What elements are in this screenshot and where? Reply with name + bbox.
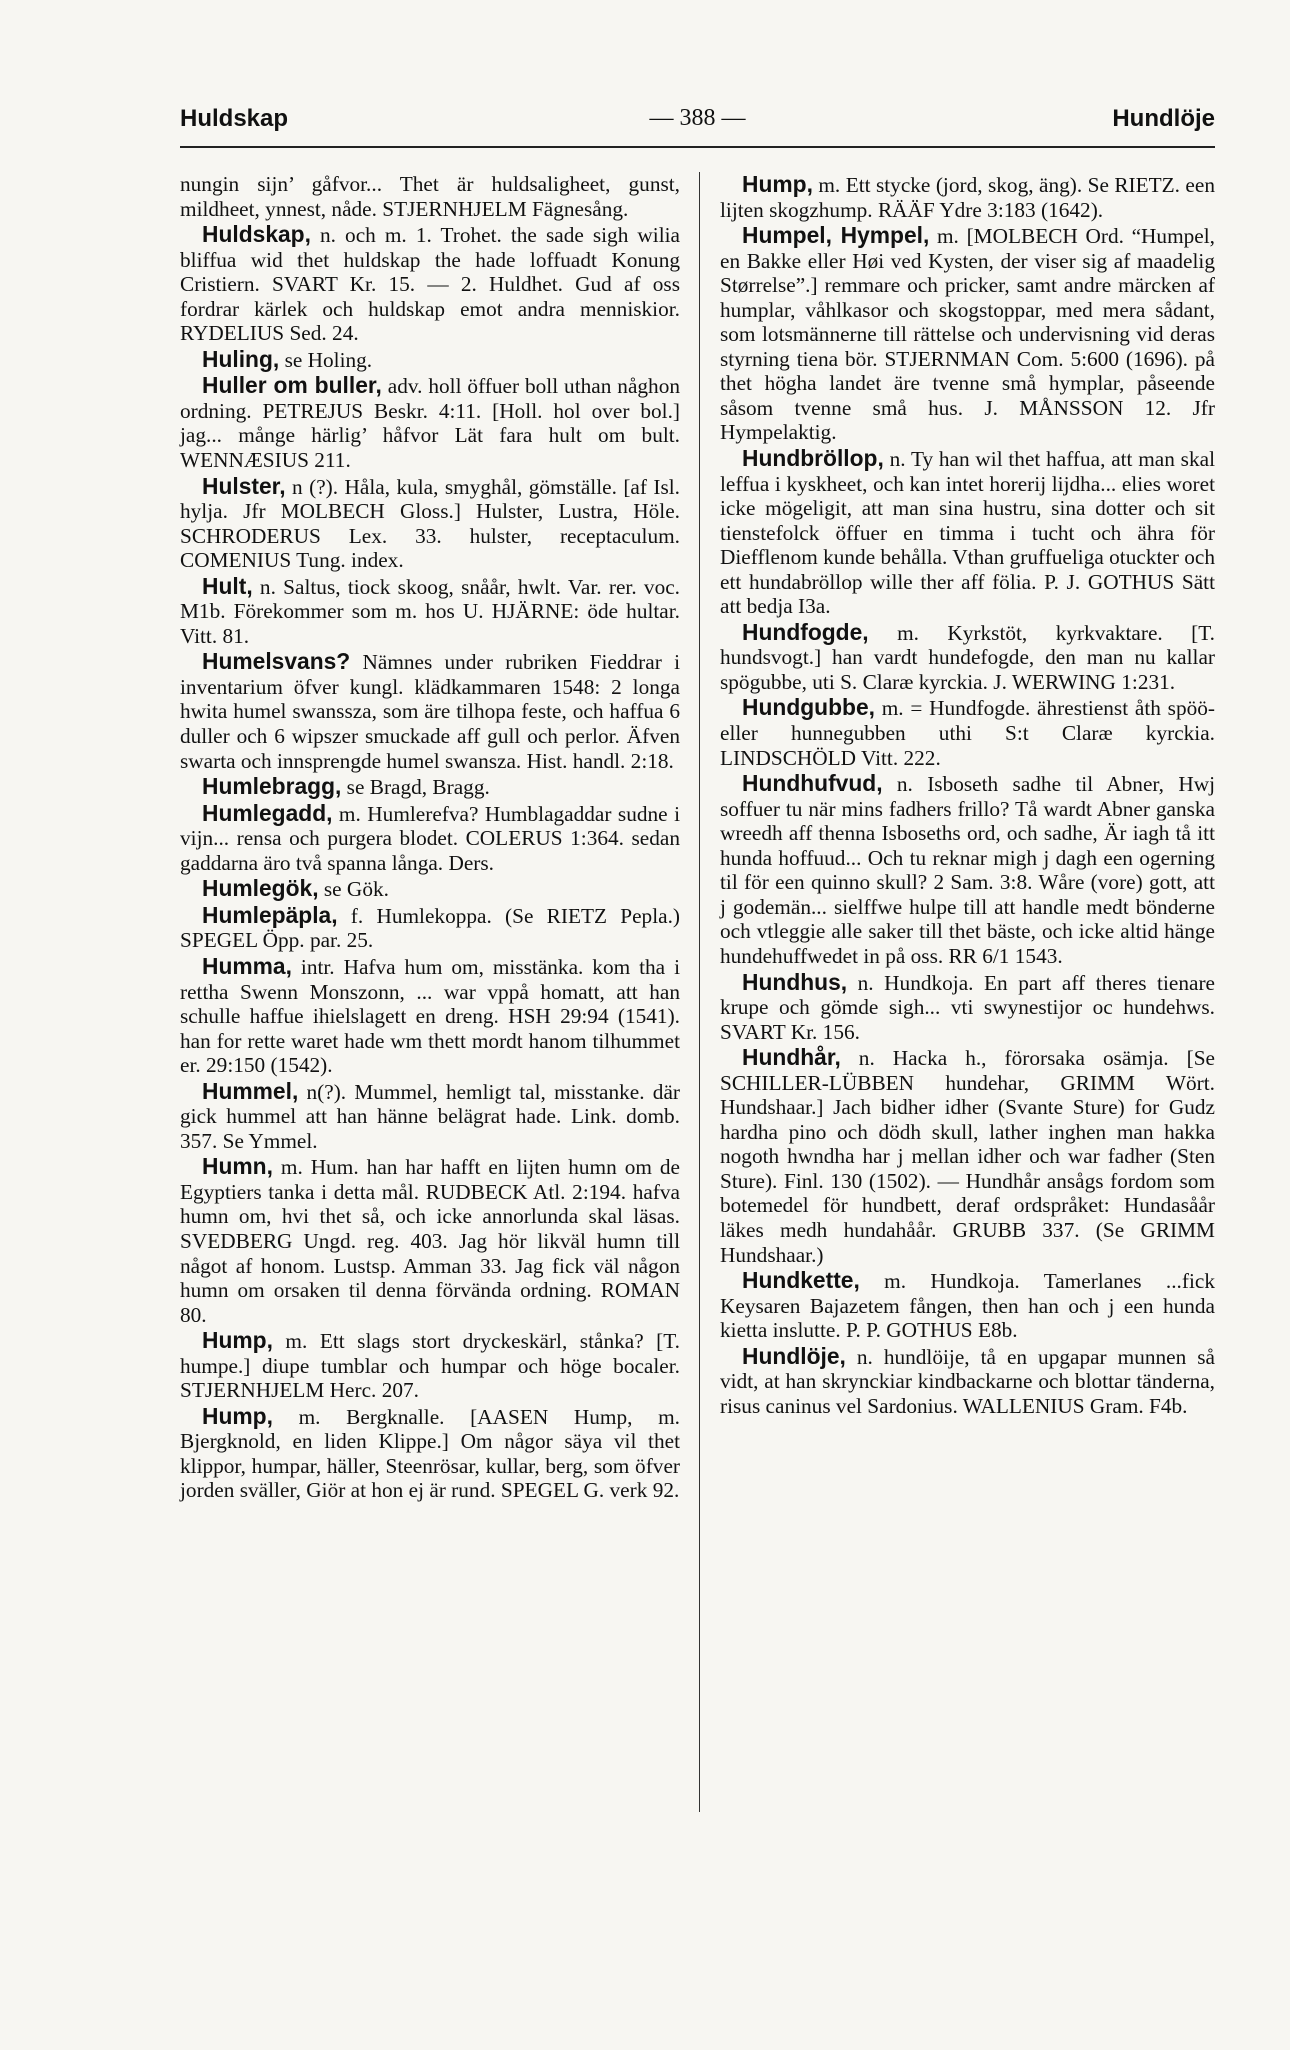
entry-definition: m. Hundkoja. Tamerlanes ...fick Keysaren Bajazetem fången, then han och j een hunda kietta inslutte. P. P. GOTHUS E8b. bbox=[720, 1269, 1215, 1343]
entry-headword: Humma, bbox=[202, 952, 292, 979]
dictionary-entry bbox=[180, 373, 680, 472]
entry-headword: Huling, bbox=[202, 345, 280, 372]
dictionary-entry bbox=[180, 649, 680, 773]
entry-definition: n. Hundkoja. En part aff theres tienare krupe och gömde sigh... vti swynestijor oc hundehws. SVART Kr. 156. bbox=[720, 970, 1215, 1044]
entry-definition: n. Ty han wil thet haffua, att man skal leffua i kyskheet, och kan intet horerij lijdha... elies woret icke mögeligit, att man sina hustru, sina dotter och sit tienstefolck öffuer en timma i tucht och ähra för Diefflenom kunde behålla. Vthan gruffueliga otuckter och ett hundabröllop wille ther aff fölia. P. J. GOTHUS Sätt att bedja I3a. bbox=[720, 447, 1215, 619]
dictionary-entry bbox=[180, 222, 680, 346]
entry-headword: Hult, bbox=[202, 572, 253, 599]
header-right-keyword: Hundlöje bbox=[1112, 105, 1215, 132]
dictionary-entry bbox=[180, 774, 680, 800]
dictionary-entry bbox=[720, 1344, 1215, 1419]
dictionary-entry bbox=[720, 970, 1215, 1045]
dictionary-entry bbox=[180, 876, 680, 902]
dictionary-entry bbox=[720, 446, 1215, 619]
entry-definition: f. Humlekoppa. (Se RIETZ Pepla.) SPEGEL Öpp. par. 25. bbox=[180, 903, 680, 953]
dictionary-entry bbox=[180, 1154, 680, 1327]
entry-definition: n. Hacka h., förorsaka osämja. [Se SCHILLER-LÜBBEN hundehar, GRIMM Wört. Hundshaar.] Jach bidher idher (Svante Sture) for Gudz hardha pino och dödh skull, lather inghen man hakka nogoth hwndha har j mellan idher och war fadher (Sten Sture). Finl. 130 (1502). — Hundhår ansågs fordom som botemedel för hundbett, deraf ordspråket: Hundasåår läkes medh hundahåår. GRUBB 337. (Se GRIMM Hundshaar.) bbox=[720, 1046, 1215, 1267]
entry-definition: n (?). Håla, kula, smyghål, gömställe. [af Isl. hylja. Jfr MOLBECH Gloss.] Hulster, Lustra, Höle. SCHRODERUS Lex. 33. hulster, receptaculum. COMENIUS Tung. index. bbox=[180, 474, 680, 573]
left-column bbox=[180, 172, 680, 1504]
entry-headword: Hundlöje, bbox=[742, 1342, 846, 1369]
entry-headword: Huller om buller, bbox=[202, 372, 382, 399]
dictionary-entry bbox=[720, 1045, 1215, 1267]
entry-definition: Nämnes under rubriken Fieddrar i inventarium öfver kungl. klädkammaren 1548: 2 longa hwita humel swanssza, som äre tilhopa feste, och haffua 6 duller och 6 wipszer smuckade aff gull och perlor. Äfven swarta och innsprengde humel swansza. Hist. handl. 2:18. bbox=[180, 650, 680, 773]
entry-headword: Humlegadd, bbox=[202, 799, 333, 826]
entry-definition: m. Kyrkstöt, kyrkvaktare. [T. hundsvogt.] han vardt hundefogde, den man nu kallar spögubbe, uti S. Claræ kyrckia. J. WERWING 1:231. bbox=[720, 620, 1215, 694]
entry-definition: intr. Hafva hum om, misstänka. kom tha i rettha Swenn Monszonn, ... war vppå homatt, att han schulle haffue ihielslagett en dreng. HSH 29:94 (1541). han for rette waret hade wm thett mordt hanom tilhummet er. 29:150 (1542). bbox=[180, 954, 680, 1078]
dictionary-entry bbox=[180, 1079, 680, 1154]
dictionary-entry bbox=[720, 172, 1215, 222]
entry-headword: Humlepäpla, bbox=[202, 901, 338, 928]
entry-headword: Hundbröllop, bbox=[742, 445, 884, 472]
entry-headword: Hundhår, bbox=[742, 1044, 841, 1071]
dictionary-entry bbox=[180, 903, 680, 953]
entry-headword: Humlegök, bbox=[202, 875, 319, 902]
right-column bbox=[720, 172, 1215, 1419]
entry-definition: m. = Hundfogde. ährestienst åth spöö- eller hunnegubben uthi S:t Claræ kyrckia. LINDSCHÖLD Vitt. 222. bbox=[720, 696, 1215, 770]
dictionary-entry bbox=[720, 771, 1215, 968]
entry-headword: Hundfogde, bbox=[742, 618, 869, 645]
entry-headword: Hulster, bbox=[202, 472, 286, 499]
entry-headword: Hundhus, bbox=[742, 968, 848, 995]
entry-definition: se Gök. bbox=[318, 877, 389, 902]
entry-definition: n. Isboseth sadhe til Abner, Hwj soffuer tu när mins fadhers frillo? Tå wardt Abner ganska wreedh aff thenna Isboseths ord, och sadhe, Är iagh tå itt hunda hoffuud... Och tu reknar migh j dagh een ogerning til för een quinno skull? 2 Sam. 3:8. Wåre (vore) gott, att j godemän... sielffwe hulpe till att handle medt bönderne och vtleggie alle saker till thet bäste, och icke altid hänge hundehuffwedet in på oss. RR 6/1 1543. bbox=[720, 772, 1215, 968]
entry-headword: Huldskap, bbox=[202, 221, 311, 248]
entry-headword: Humlebragg, bbox=[202, 773, 342, 800]
dictionary-entry bbox=[180, 954, 680, 1078]
dictionary-entry bbox=[180, 574, 680, 649]
entry-headword: Hundgubbe, bbox=[742, 694, 875, 721]
entry-definition: m. Ett stycke (jord, skog, äng). Se RIETZ. een lijten skogzhump. RÄÄF Ydre 3:183 (1642). bbox=[720, 173, 1215, 222]
dictionary-entry bbox=[180, 347, 680, 373]
entry-headword: Hump, bbox=[742, 171, 813, 197]
entry-headword: Hummel, bbox=[202, 1077, 299, 1104]
entry-definition: m. Hum. han har hafft en lijten humn om de Egyptiers tanka i detta mål. RUDBECK Atl. 2:194. hafva humn om, hvi thet så, och icke annorlunda skal läsas. SVEDBERG Ungd. reg. 403. Jag hör likväl humn till något af honom. Lustsp. Amman 33. Jag fick väl någon humn om orsaken til denna förvända ordning. ROMAN 80. bbox=[180, 1155, 680, 1327]
entry-definition: n. hundlöije, tå en upgapar munnen så vidt, at han skrynckiar kindbackarne och blottar tänderna, risus caninus vel Sardonius. WALLENIUS Gram. F4b. bbox=[720, 1344, 1215, 1418]
entry-definition: nungin sijn’ gåfvor... Thet är huldsaligheet, gunst, mildheet, ynnest, nåde. STJERNHJELM Fägnesång. bbox=[180, 172, 680, 221]
entry-definition: m. Humlerefva? Humblagaddar sudne i vijn... rensa och purgera blodet. COLERUS 1:364. sedan gaddarna äro två spanna långa. Ders. bbox=[180, 801, 680, 875]
entry-headword: Hundhufvud, bbox=[742, 770, 883, 797]
entry-definition: n(?). Mummel, hemligt tal, misstanke. där gick hummel att han hänne belägrat hade. Link. domb. 357. Se Ymmel. bbox=[180, 1079, 680, 1153]
dictionary-entry bbox=[180, 1328, 680, 1403]
header-left-keyword: Huldskap bbox=[180, 105, 289, 132]
dictionary-entry bbox=[720, 223, 1215, 445]
dictionary-entry bbox=[720, 1268, 1215, 1343]
entry-headword: Humn, bbox=[202, 1153, 273, 1180]
entry-headword: Humpel, Hympel, bbox=[742, 222, 930, 249]
entry-definition: m. Ett slags stort dryckeskärl, stånka? [T. humpe.] diupe tumblar och humpar och höge bocaler. STJERNHJELM Herc. 207. bbox=[180, 1329, 680, 1403]
entry-headword: Hump, bbox=[202, 1402, 273, 1429]
entry-definition: m. Bergknalle. [AASEN Hump, m. Bjergknold, en liden Klippe.] Om någor säya vil thet klippor, humpar, häller, Steenrösar, kullar, berg, som öfver jorden sväller, Giör at hon ej är rund. SPEGEL G. verk 92. bbox=[180, 1404, 680, 1503]
entry-headword: Humelsvans? bbox=[202, 648, 351, 675]
dictionary-entry bbox=[180, 1404, 680, 1503]
page-number: — 388 — bbox=[649, 105, 746, 131]
running-header bbox=[180, 105, 1215, 145]
entry-definition: se Holing. bbox=[279, 347, 373, 372]
entry-definition: n. och m. 1. Trohet. the sade sigh wilia bliffua wid thet huldskap the hade loffuadt Konung Cristiern. SVART Kr. 15. — 2. Huldhet. Gud af oss fordrar kärlek och huldskap emot andra menniskior. RYDELIUS Sed. 24. bbox=[180, 223, 680, 346]
dictionary-entry bbox=[180, 172, 680, 221]
entry-definition: n. Saltus, tiock skoog, snåår, hwlt. Var. rer. voc. M1b. Förekommer som m. hos U. HJÄRNE: öde hultar. Vitt. 81. bbox=[180, 574, 680, 648]
dictionary-entry bbox=[720, 695, 1215, 770]
column-divider bbox=[699, 172, 700, 1812]
entry-headword: Hundkette, bbox=[742, 1267, 860, 1294]
dictionary-entry bbox=[180, 801, 680, 876]
entry-headword: Hump, bbox=[202, 1327, 273, 1354]
dictionary-entry bbox=[180, 474, 680, 573]
entry-definition: adv. holl öffuer boll uthan någhon ordning. PETREJUS Beskr. 4:11. [Holl. hol over bol.] jag... månge härlig’ håfvor Lät fara hult om bult. WENNÆSIUS 211. bbox=[180, 374, 680, 473]
entry-definition: m. [MOLBECH Ord. “Humpel, en Bakke eller Høi ved Kysten, der viser sig af maadelig Størrelse”.] remmare och pricker, samt andre märcken af humplar, våhlkasor och skogstoppar, med mera sådant, som lotsmännerne till rättelse och undervisning vid deras styrning tiena bör. STJERNMAN Com. 5:600 (1696). på thet högha landet äre tvenne små hymplar, påseende såsom tvenne små hus. J. MÅNSSON 12. Jfr Hympelaktig. bbox=[720, 224, 1215, 445]
header-rule bbox=[180, 146, 1215, 148]
entry-definition: se Bragd, Bragg. bbox=[341, 775, 490, 800]
dictionary-entry bbox=[720, 620, 1215, 695]
